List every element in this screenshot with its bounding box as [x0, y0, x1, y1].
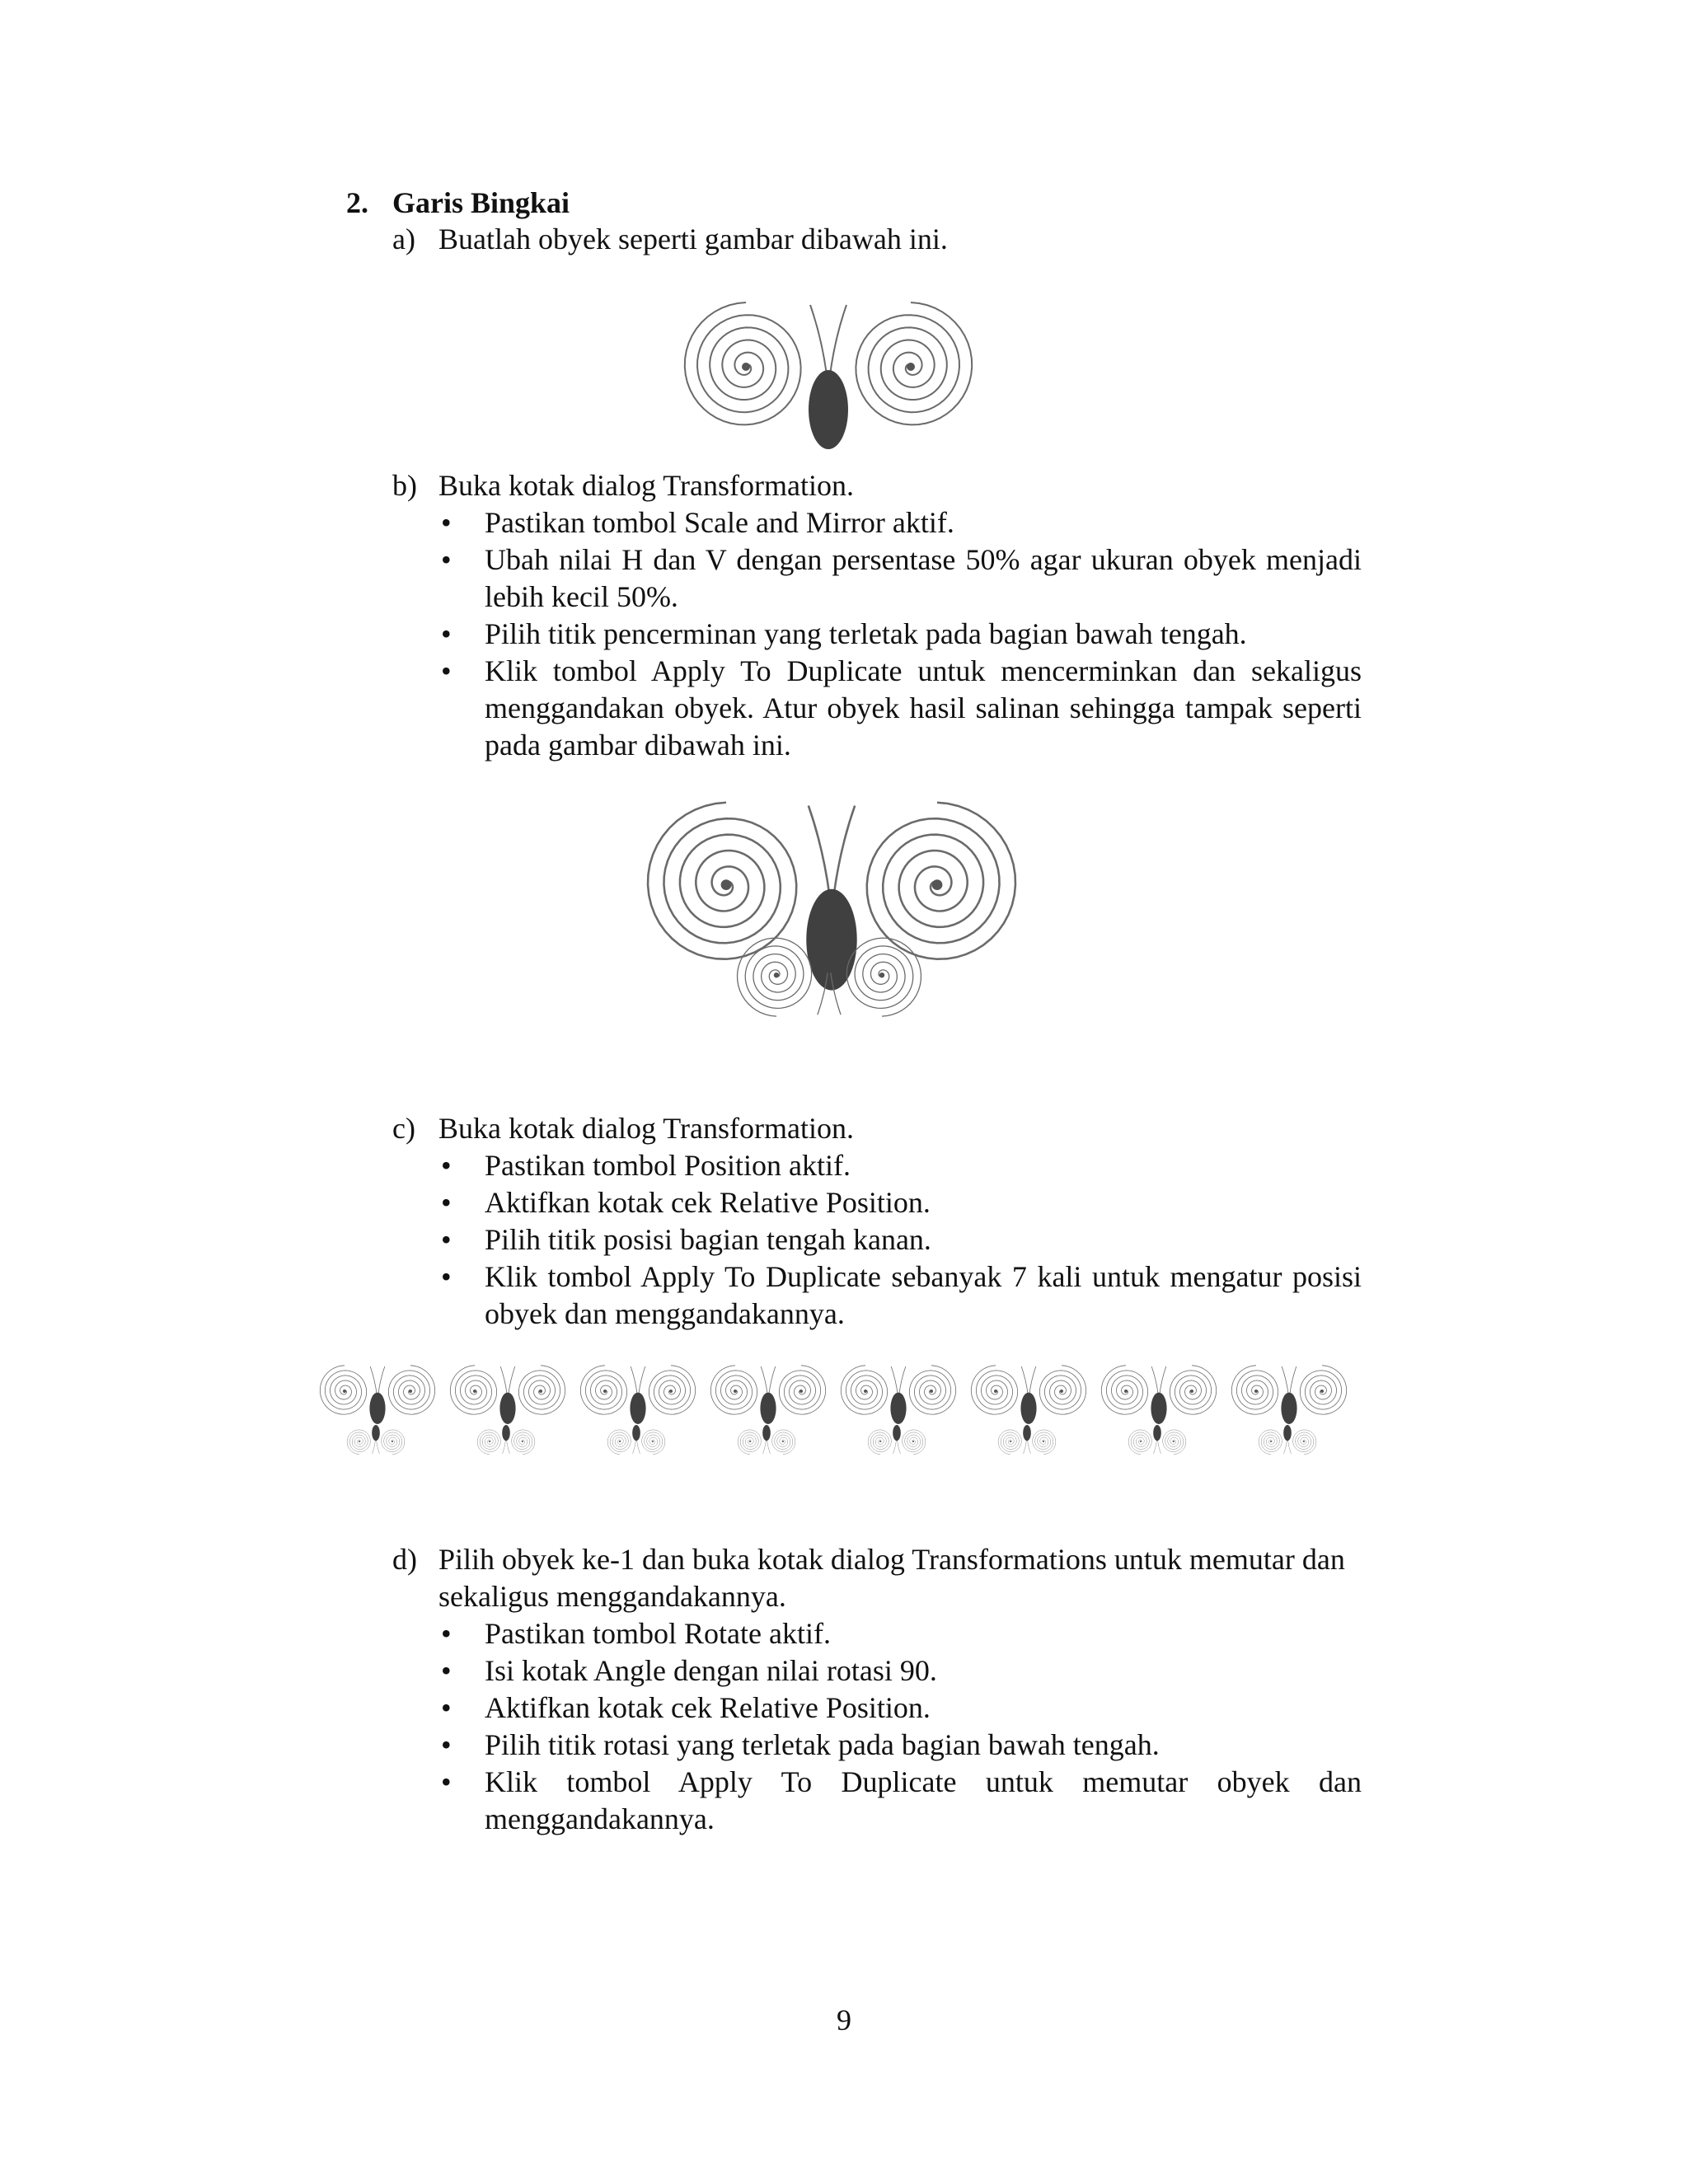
spiral-center: [619, 1441, 621, 1442]
right-spiral-wing: [382, 1430, 405, 1455]
left-spiral-wing: [1128, 1430, 1151, 1455]
spiral-center: [392, 1441, 393, 1442]
wing-connector: [503, 1440, 510, 1454]
step-a-text: Buatlah obyek seperti gambar dibawah ini.: [438, 223, 948, 255]
left-spiral-wing: [580, 1366, 626, 1414]
spiral-center: [539, 1390, 542, 1393]
spiral-center: [864, 1390, 867, 1393]
butterfly-body: [1151, 1393, 1166, 1424]
right-spiral-wing: [856, 302, 972, 424]
butterfly-body: [1283, 1425, 1292, 1441]
butterfly-motif: [685, 302, 972, 449]
butterfly-body: [893, 1425, 901, 1441]
spiral-center: [522, 1441, 523, 1442]
right-spiral-wing: [846, 938, 921, 1016]
left-spiral-wing: [710, 1366, 757, 1414]
left-spiral-wing: [685, 302, 801, 424]
wing-connector: [891, 1366, 906, 1394]
step-b-bullet-4: Klik tombol Apply To Duplicate untuk mencerminkan dan sekaligus menggandakan obyek. Atur obyek hasil salinan sehingga tampak seperti pada gambar dibawah ini.: [485, 654, 1362, 762]
section-number: 2.: [346, 186, 368, 219]
spiral-center: [1190, 1390, 1193, 1393]
step-d-marker: d): [392, 1543, 417, 1576]
butterfly-body: [890, 1393, 906, 1424]
spiral-center: [1173, 1441, 1175, 1442]
butterfly-motif: [738, 922, 921, 1016]
spiral-center: [1254, 1390, 1258, 1393]
row-butterfly-motif: [971, 1366, 1085, 1424]
wing-connector: [809, 806, 855, 896]
left-spiral-wing: [648, 803, 796, 959]
figure-butterfly-single: [668, 288, 989, 453]
bullet-icon: •: [441, 617, 452, 650]
butterfly-body: [817, 922, 842, 972]
row-butterfly-motif: [450, 1366, 565, 1424]
right-spiral-wing: [1163, 1430, 1186, 1455]
row-butterfly-motif-small: [1259, 1425, 1316, 1455]
row-butterfly-motif: [580, 1366, 695, 1424]
spiral-center: [907, 363, 915, 371]
step-c-text: Buka kotak dialog Transformation.: [438, 1112, 854, 1145]
butterfly-body: [1023, 1425, 1031, 1441]
left-spiral-wing: [998, 1430, 1021, 1455]
right-spiral-wing: [903, 1430, 926, 1455]
right-spiral-wing: [1039, 1366, 1085, 1414]
right-spiral-wing: [779, 1366, 825, 1414]
butterfly-body: [372, 1425, 380, 1441]
wing-connector: [1024, 1440, 1031, 1454]
spiral-center: [1124, 1390, 1128, 1393]
wing-connector: [631, 1366, 645, 1394]
step-d-bullet-1: Pastikan tombol Rotate aktif.: [485, 1617, 831, 1650]
spiral-center: [879, 1441, 881, 1442]
left-spiral-wing: [868, 1430, 891, 1455]
spiral-center: [994, 1390, 997, 1393]
step-c-marker: c): [392, 1112, 415, 1145]
step-c-bullet-4: Klik tombol Apply To Duplicate sebanyak 7 kali untuk mengatur posisi obyek dan menggandakannya.: [485, 1260, 1362, 1330]
spiral-center: [1043, 1441, 1044, 1442]
spiral-center: [603, 1390, 607, 1393]
bullet-icon: •: [441, 506, 452, 539]
right-spiral-wing: [388, 1366, 434, 1414]
right-spiral-wing: [649, 1366, 695, 1414]
left-spiral-wing: [450, 1366, 496, 1414]
row-butterfly-motif-small: [868, 1425, 926, 1455]
wing-connector: [810, 305, 846, 375]
wing-connector: [1282, 1366, 1296, 1394]
step-b-bullet-2: Ubah nilai H dan V dengan persentase 50% agar ukuran obyek menjadi lebih kecil 50%.: [485, 543, 1362, 613]
row-butterfly-motif: [1231, 1366, 1346, 1424]
bullet-icon: •: [441, 1149, 452, 1182]
figure-butterfly-row: [312, 1360, 1358, 1467]
row-butterfly-motif-small: [607, 1425, 665, 1455]
left-spiral-wing: [971, 1366, 1017, 1414]
spiral-center: [1140, 1441, 1142, 1442]
right-spiral-wing: [1293, 1430, 1316, 1455]
butterfly-body: [762, 1425, 771, 1441]
butterfly-body: [369, 1393, 385, 1424]
right-spiral-wing: [1300, 1366, 1346, 1414]
bullet-icon: •: [441, 654, 452, 687]
spiral-center: [669, 1390, 673, 1393]
wing-connector: [373, 1440, 380, 1454]
left-spiral-wing: [1231, 1366, 1278, 1414]
row-butterfly-motif: [1101, 1366, 1216, 1424]
left-spiral-wing: [607, 1430, 631, 1455]
right-spiral-wing: [909, 1366, 955, 1414]
right-spiral-wing: [512, 1430, 535, 1455]
bullet-icon: •: [441, 1654, 452, 1687]
spiral-center: [932, 879, 943, 890]
step-d-text: Pilih obyek ke-1 dan buka kotak dialog Transformations untuk memutar dan sekaligus menggandakannya.: [438, 1543, 1345, 1613]
row-butterfly-motif-small: [1128, 1425, 1186, 1455]
step-c-bullet-3: Pilih titik posisi bagian tengah kanan.: [485, 1223, 931, 1256]
row-butterfly-motif: [710, 1366, 825, 1424]
butterfly-body: [1153, 1425, 1161, 1441]
right-spiral-wing: [1033, 1430, 1056, 1455]
wing-connector: [633, 1440, 640, 1454]
spiral-center: [1060, 1390, 1063, 1393]
bullet-icon: •: [441, 1728, 452, 1761]
wing-connector: [500, 1366, 515, 1394]
right-spiral-wing: [772, 1430, 795, 1455]
step-b-bullet-1: Pastikan tombol Scale and Mirror aktif.: [485, 506, 954, 539]
row-butterfly-motif-small: [738, 1425, 795, 1455]
spiral-center: [799, 1390, 803, 1393]
left-spiral-wing: [320, 1366, 366, 1414]
step-c-bullet-2: Aktifkan kotak cek Relative Position.: [485, 1186, 931, 1219]
figure-butterfly-mirrored: [630, 785, 1034, 1073]
left-spiral-wing: [1259, 1430, 1282, 1455]
spiral-center: [749, 1441, 751, 1442]
row-butterfly-motif: [841, 1366, 955, 1424]
row-butterfly-motif-small: [998, 1425, 1056, 1455]
spiral-center: [734, 1390, 737, 1393]
left-spiral-wing: [738, 1430, 761, 1455]
butterfly-body: [499, 1393, 515, 1424]
spiral-center: [912, 1441, 914, 1442]
step-d-bullet-4: Pilih titik rotasi yang terletak pada bagian bawah tengah.: [485, 1728, 1160, 1761]
spiral-center: [782, 1441, 784, 1442]
left-spiral-wing: [738, 938, 812, 1016]
right-spiral-wing: [642, 1430, 665, 1455]
left-spiral-wing: [841, 1366, 887, 1414]
bullet-icon: •: [441, 543, 452, 576]
spiral-center: [1270, 1441, 1272, 1442]
spiral-center: [742, 363, 750, 371]
bullet-icon: •: [441, 1260, 452, 1293]
section-title: Garis Bingkai: [392, 186, 570, 219]
spiral-center: [409, 1390, 412, 1393]
row-butterfly-motif-small: [347, 1425, 405, 1455]
left-spiral-wing: [1101, 1366, 1147, 1414]
step-b-marker: b): [392, 469, 417, 502]
butterfly-body: [1281, 1393, 1296, 1424]
spiral-center: [489, 1441, 490, 1442]
bullet-icon: •: [441, 1186, 452, 1219]
butterfly-body: [760, 1393, 776, 1424]
bullet-icon: •: [441, 1765, 452, 1798]
step-d-bullet-3: Aktifkan kotak cek Relative Position.: [485, 1691, 931, 1724]
spiral-center: [1320, 1390, 1324, 1393]
bullet-icon: •: [441, 1691, 452, 1724]
left-spiral-wing: [347, 1430, 370, 1455]
right-spiral-wing: [867, 803, 1015, 959]
step-a-marker: a): [392, 223, 415, 255]
butterfly-body: [630, 1393, 645, 1424]
spiral-center: [652, 1441, 654, 1442]
row-butterfly-motif-small: [477, 1425, 535, 1455]
butterfly-body: [809, 370, 848, 449]
wing-connector: [1021, 1366, 1036, 1394]
butterfly-body: [1020, 1393, 1036, 1424]
right-spiral-wing: [518, 1366, 565, 1414]
spiral-center: [473, 1390, 476, 1393]
step-b-text: Buka kotak dialog Transformation.: [438, 469, 854, 502]
spiral-center: [930, 1390, 933, 1393]
spiral-center: [343, 1390, 346, 1393]
wing-connector: [1154, 1440, 1161, 1454]
spiral-center: [359, 1441, 360, 1442]
step-c-bullet-1: Pastikan tombol Position aktif.: [485, 1149, 851, 1182]
wing-connector: [761, 1366, 776, 1394]
wing-connector: [763, 1440, 771, 1454]
wing-connector: [1151, 1366, 1166, 1394]
wing-connector: [370, 1366, 385, 1394]
page-number: 9: [837, 2004, 851, 2036]
step-d-bullet-2: Isi kotak Angle dengan nilai rotasi 90.: [485, 1654, 937, 1687]
spiral-center: [774, 972, 779, 977]
step-b-bullet-3: Pilih titik pencerminan yang terletak pada bagian bawah tengah.: [485, 617, 1247, 650]
bullet-icon: •: [441, 1223, 452, 1256]
bullet-icon: •: [441, 1617, 452, 1650]
butterfly-body: [632, 1425, 640, 1441]
spiral-center: [1010, 1441, 1011, 1442]
spiral-center: [1303, 1441, 1305, 1442]
butterfly-body: [502, 1425, 510, 1441]
left-spiral-wing: [477, 1430, 500, 1455]
section-heading: [346, 183, 570, 223]
spiral-center: [721, 879, 732, 890]
spiral-center: [879, 972, 884, 977]
step-d-bullet-5: Klik tombol Apply To Duplicate untuk memutar obyek dan menggandakannya.: [485, 1765, 1362, 1835]
right-spiral-wing: [1170, 1366, 1216, 1414]
wing-connector: [1284, 1440, 1292, 1454]
row-butterfly-motif: [320, 1366, 434, 1424]
wing-connector: [893, 1440, 901, 1454]
